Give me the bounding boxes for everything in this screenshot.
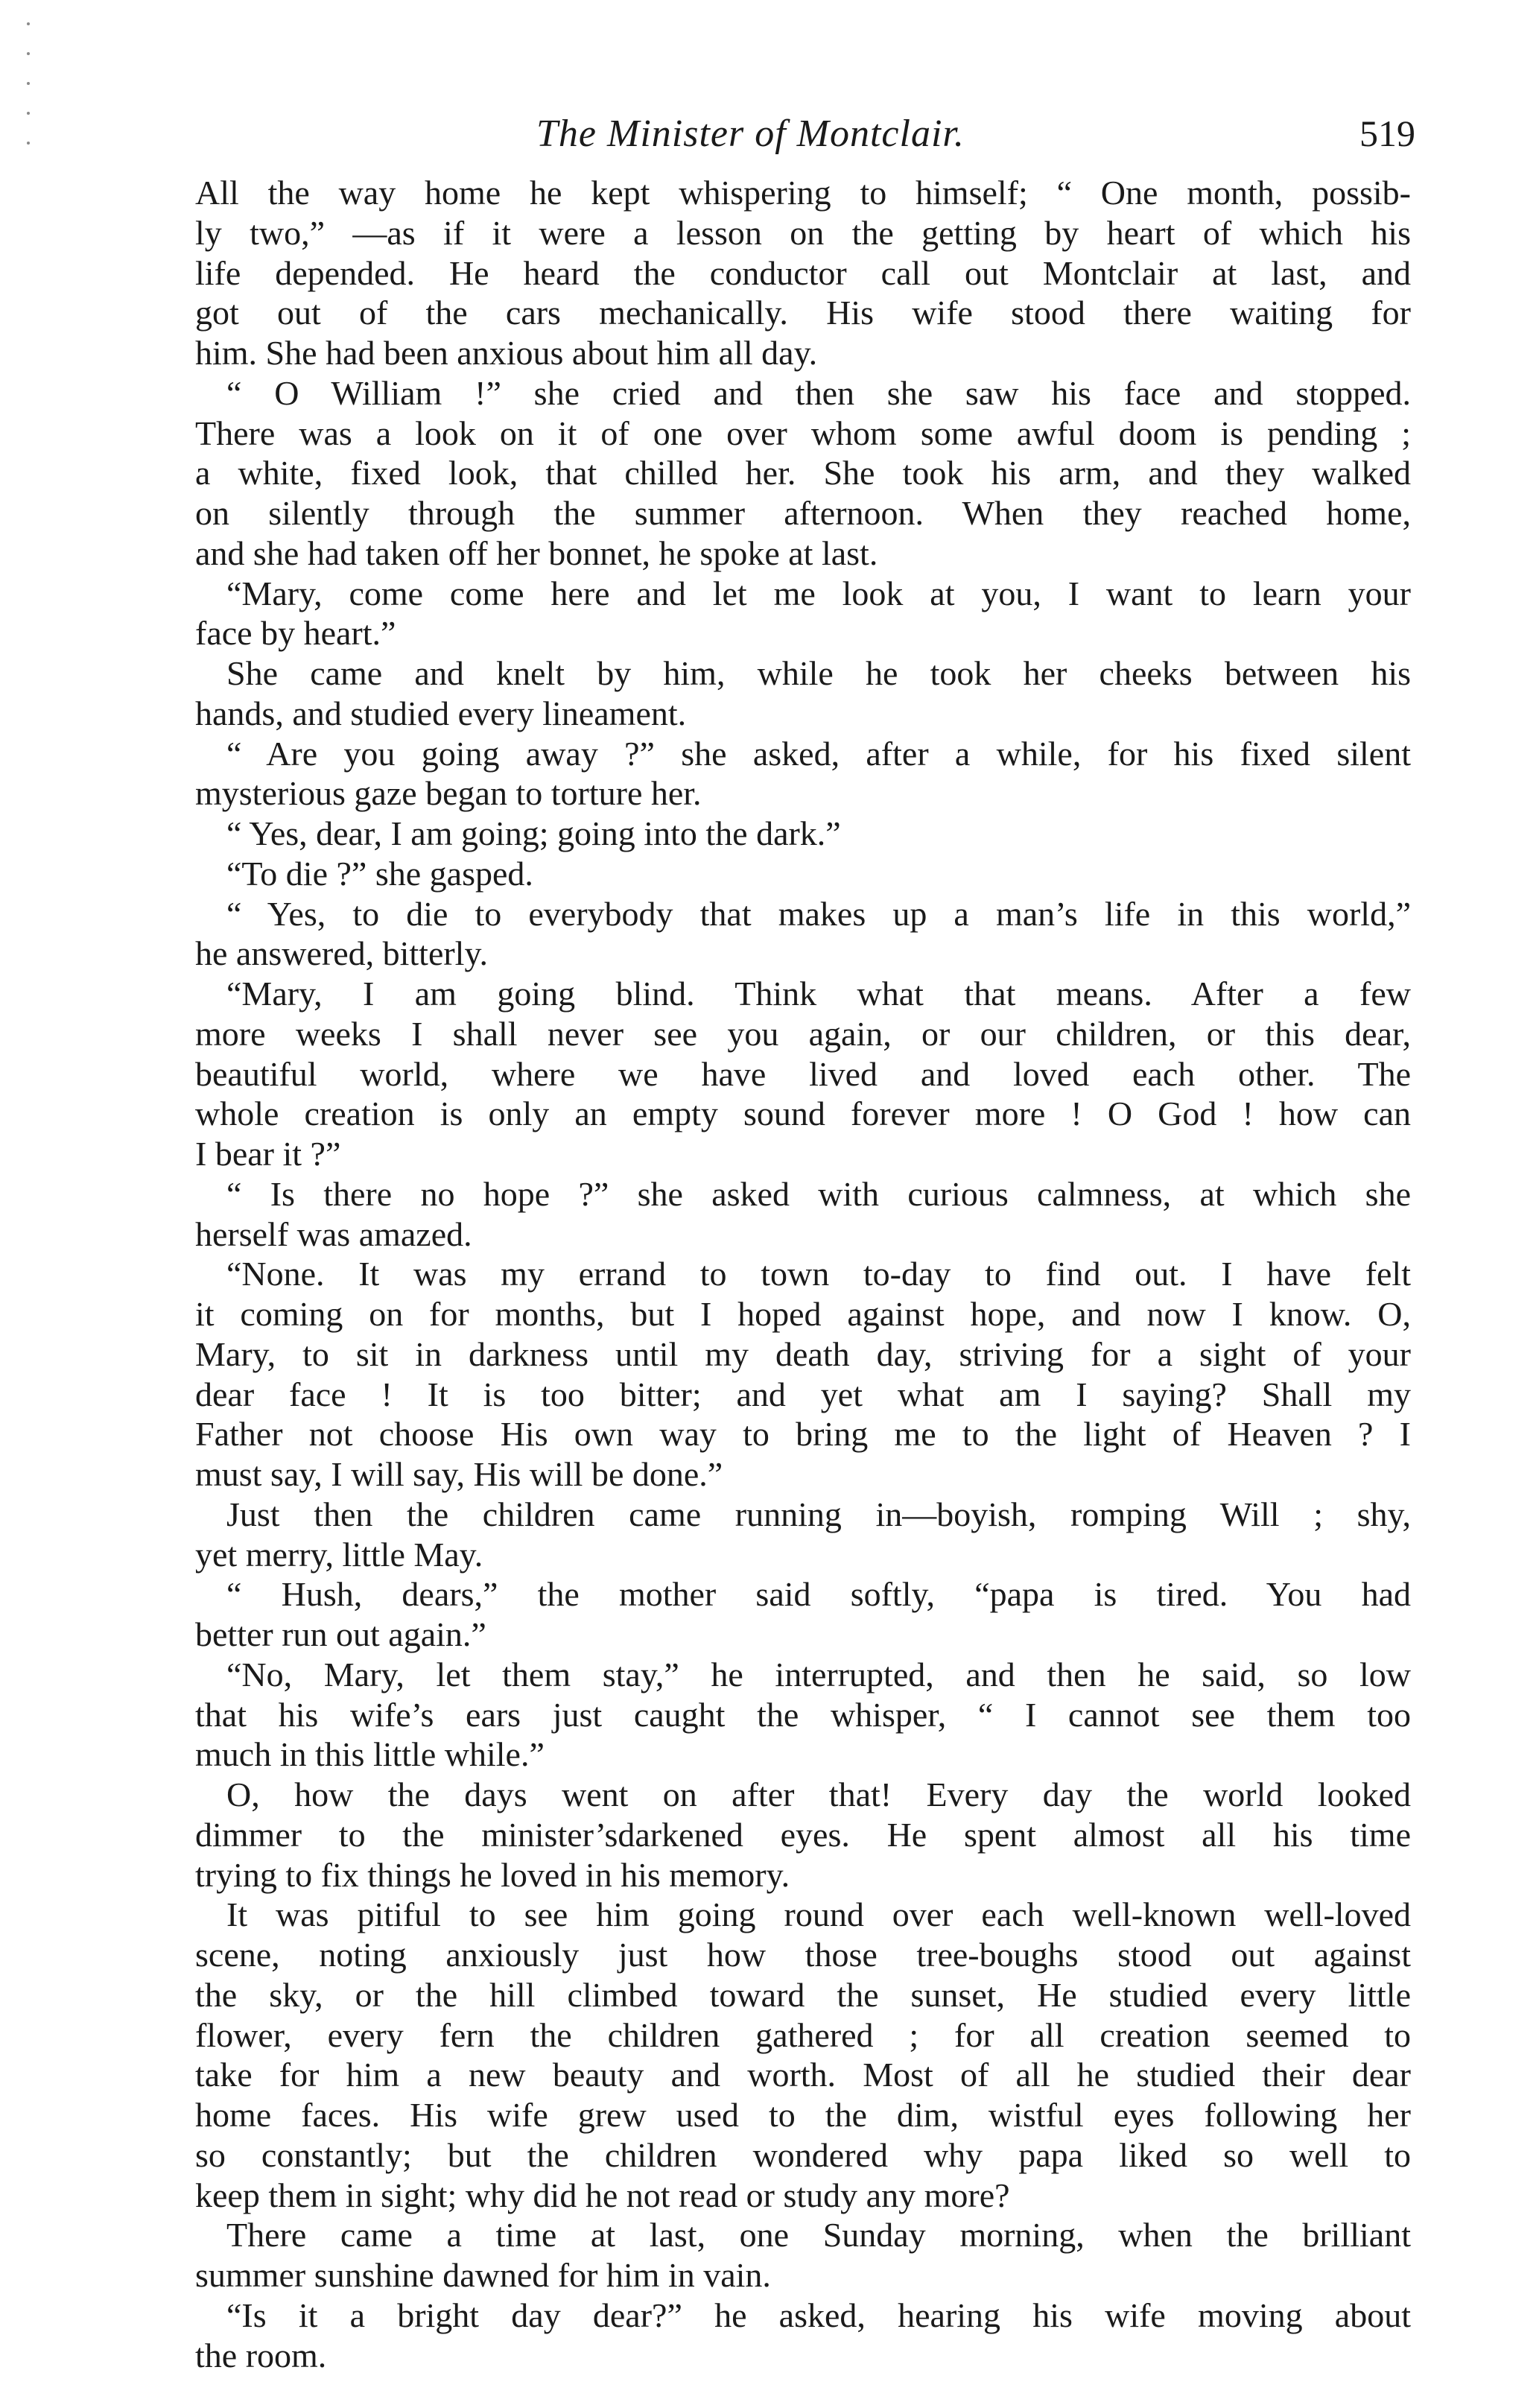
text-line: “ Are you going away ?” she asked, after a while, for his fixed silent — [226, 734, 1411, 773]
text-line: “ O William !” she cried and then she saw his face and stopped. — [226, 373, 1411, 412]
text-line: “Mary, come come here and let me look at you, I want to learn your — [226, 574, 1411, 612]
text-line: “To die ?” she gasped. — [226, 854, 533, 893]
text-line: keep them in sight; why did he not read or study any more? — [195, 2176, 1010, 2214]
text-line: She came and knelt by him, while he took her cheeks between his — [226, 654, 1411, 692]
text-line: better run out again.” — [195, 1615, 486, 1653]
text-line: “Is it a bright day dear?” he asked, hearing his wife moving about — [226, 2295, 1411, 2334]
text-line: trying to fix things he loved in his memory. — [195, 1855, 790, 1894]
running-title: The Minister of Montclair. — [536, 113, 965, 155]
binding-dot — [27, 82, 30, 85]
text-line: flower, every fern the children gathered ; for all creation seemed to — [195, 2015, 1411, 2054]
text-line: It was pitiful to see him going round over each well-known well-loved — [226, 1895, 1411, 1934]
text-line: beautiful world, where we have lived and loved each other. The — [195, 1054, 1411, 1093]
text-line: “No, Mary, let them stay,” he interrupted, and then he said, so low — [226, 1655, 1411, 1693]
text-line: home faces. His wife grew used to the dim, wistful eyes following her — [195, 2096, 1411, 2134]
running-header — [194, 112, 1415, 164]
text-line: There was a look on it of one over whom some awful doom is pending ; — [195, 414, 1411, 452]
text-line: a white, fixed look, that chilled her. She took his arm, and they walked — [195, 454, 1411, 492]
binding-dot — [27, 22, 30, 25]
text-line: ly two,” —as if it were a lesson on the getting by heart of which his — [195, 213, 1411, 252]
text-line: so constantly; but the children wondered why papa liked so well to — [195, 2135, 1411, 2174]
text-line: and she had taken off her bonnet, he spoke at last. — [195, 533, 878, 572]
text-line: on silently through the summer afternoon. When they reached home, — [195, 494, 1411, 532]
text-line: that his wife’s ears just caught the whisper, “ I cannot see them too — [195, 1695, 1411, 1734]
body-text — [195, 173, 1411, 2375]
text-line: “ Yes, dear, I am going; going into the dark.” — [226, 814, 841, 852]
text-line: All the way home he kept whispering to himself; “ One month, possib- — [195, 174, 1411, 212]
text-line: “ Hush, dears,” the mother said softly, “papa is tired. You had — [226, 1575, 1411, 1614]
text-line: summer sunshine dawned for him in vain. — [195, 2256, 771, 2294]
text-line: he answered, bitterly. — [195, 934, 488, 973]
text-line: whole creation is only an empty sound forever more ! O God ! how can — [195, 1094, 1411, 1133]
text-line: O, how the days went on after that! Every day the world looked — [226, 1775, 1411, 1813]
text-line: mysterious gaze began to torture her. — [195, 774, 702, 813]
text-line: the sky, or the hill climbed toward the sunset, He studied every little — [195, 1975, 1411, 2014]
page-number: 519 — [1359, 113, 1415, 154]
text-line: yet merry, little May. — [195, 1535, 483, 1574]
text-line: him. She had been anxious about him all day. — [195, 334, 818, 372]
text-line: face by heart.” — [195, 614, 396, 653]
text-line: take for him a new beauty and worth. Most of all he studied their dear — [195, 2056, 1411, 2094]
text-line: “None. It was my errand to town to-day to find out. I have felt — [226, 1255, 1411, 1293]
binding-dot — [27, 52, 30, 55]
margin-binding-marks — [27, 22, 33, 171]
text-line: There came a time at last, one Sunday morning, when the brilliant — [226, 2216, 1411, 2255]
text-line: life depended. He heard the conductor call out Montclair at last, and — [195, 253, 1411, 292]
text-line: “Mary, I am going blind. Think what that means. After a few — [226, 975, 1411, 1013]
text-line: “ Is there no hope ?” she asked with curious calmness, at which she — [226, 1174, 1411, 1213]
text-line: Father not choose His own way to bring me to the light of Heaven ? I — [195, 1415, 1411, 1454]
text-line: must say, I will say, His will be done.” — [195, 1455, 723, 1493]
text-line: dimmer to the minister’sdarkened eyes. He spent almost all his time — [195, 1815, 1411, 1854]
text-line: the room. — [195, 2336, 327, 2374]
binding-dot — [27, 112, 30, 115]
text-line: scene, noting anxiously just how those tree-boughs stood out against — [195, 1936, 1411, 1974]
text-line: herself was amazed. — [195, 1214, 472, 1253]
text-line: it coming on for months, but I hoped against hope, and now I know. O, — [195, 1295, 1411, 1333]
text-line: Just then the children came running in—boyish, romping Will ; shy, — [226, 1495, 1411, 1533]
text-line: much in this little while.” — [195, 1735, 545, 1774]
binding-dot — [27, 142, 30, 145]
text-line: dear face ! It is too bitter; and yet what am I saying? Shall my — [195, 1375, 1411, 1413]
text-line: Mary, to sit in darkness until my death day, striving for a sight of your — [195, 1334, 1411, 1373]
text-line: got out of the cars mechanically. His wife stood there waiting for — [195, 294, 1411, 332]
text-line: more weeks I shall never see you again, or our children, or this dear, — [195, 1014, 1411, 1053]
text-line: hands, and studied every lineament. — [195, 694, 687, 732]
text-line: “ Yes, to die to everybody that makes up a man’s life in this world,” — [226, 894, 1411, 933]
text-line: I bear it ?” — [195, 1135, 341, 1173]
